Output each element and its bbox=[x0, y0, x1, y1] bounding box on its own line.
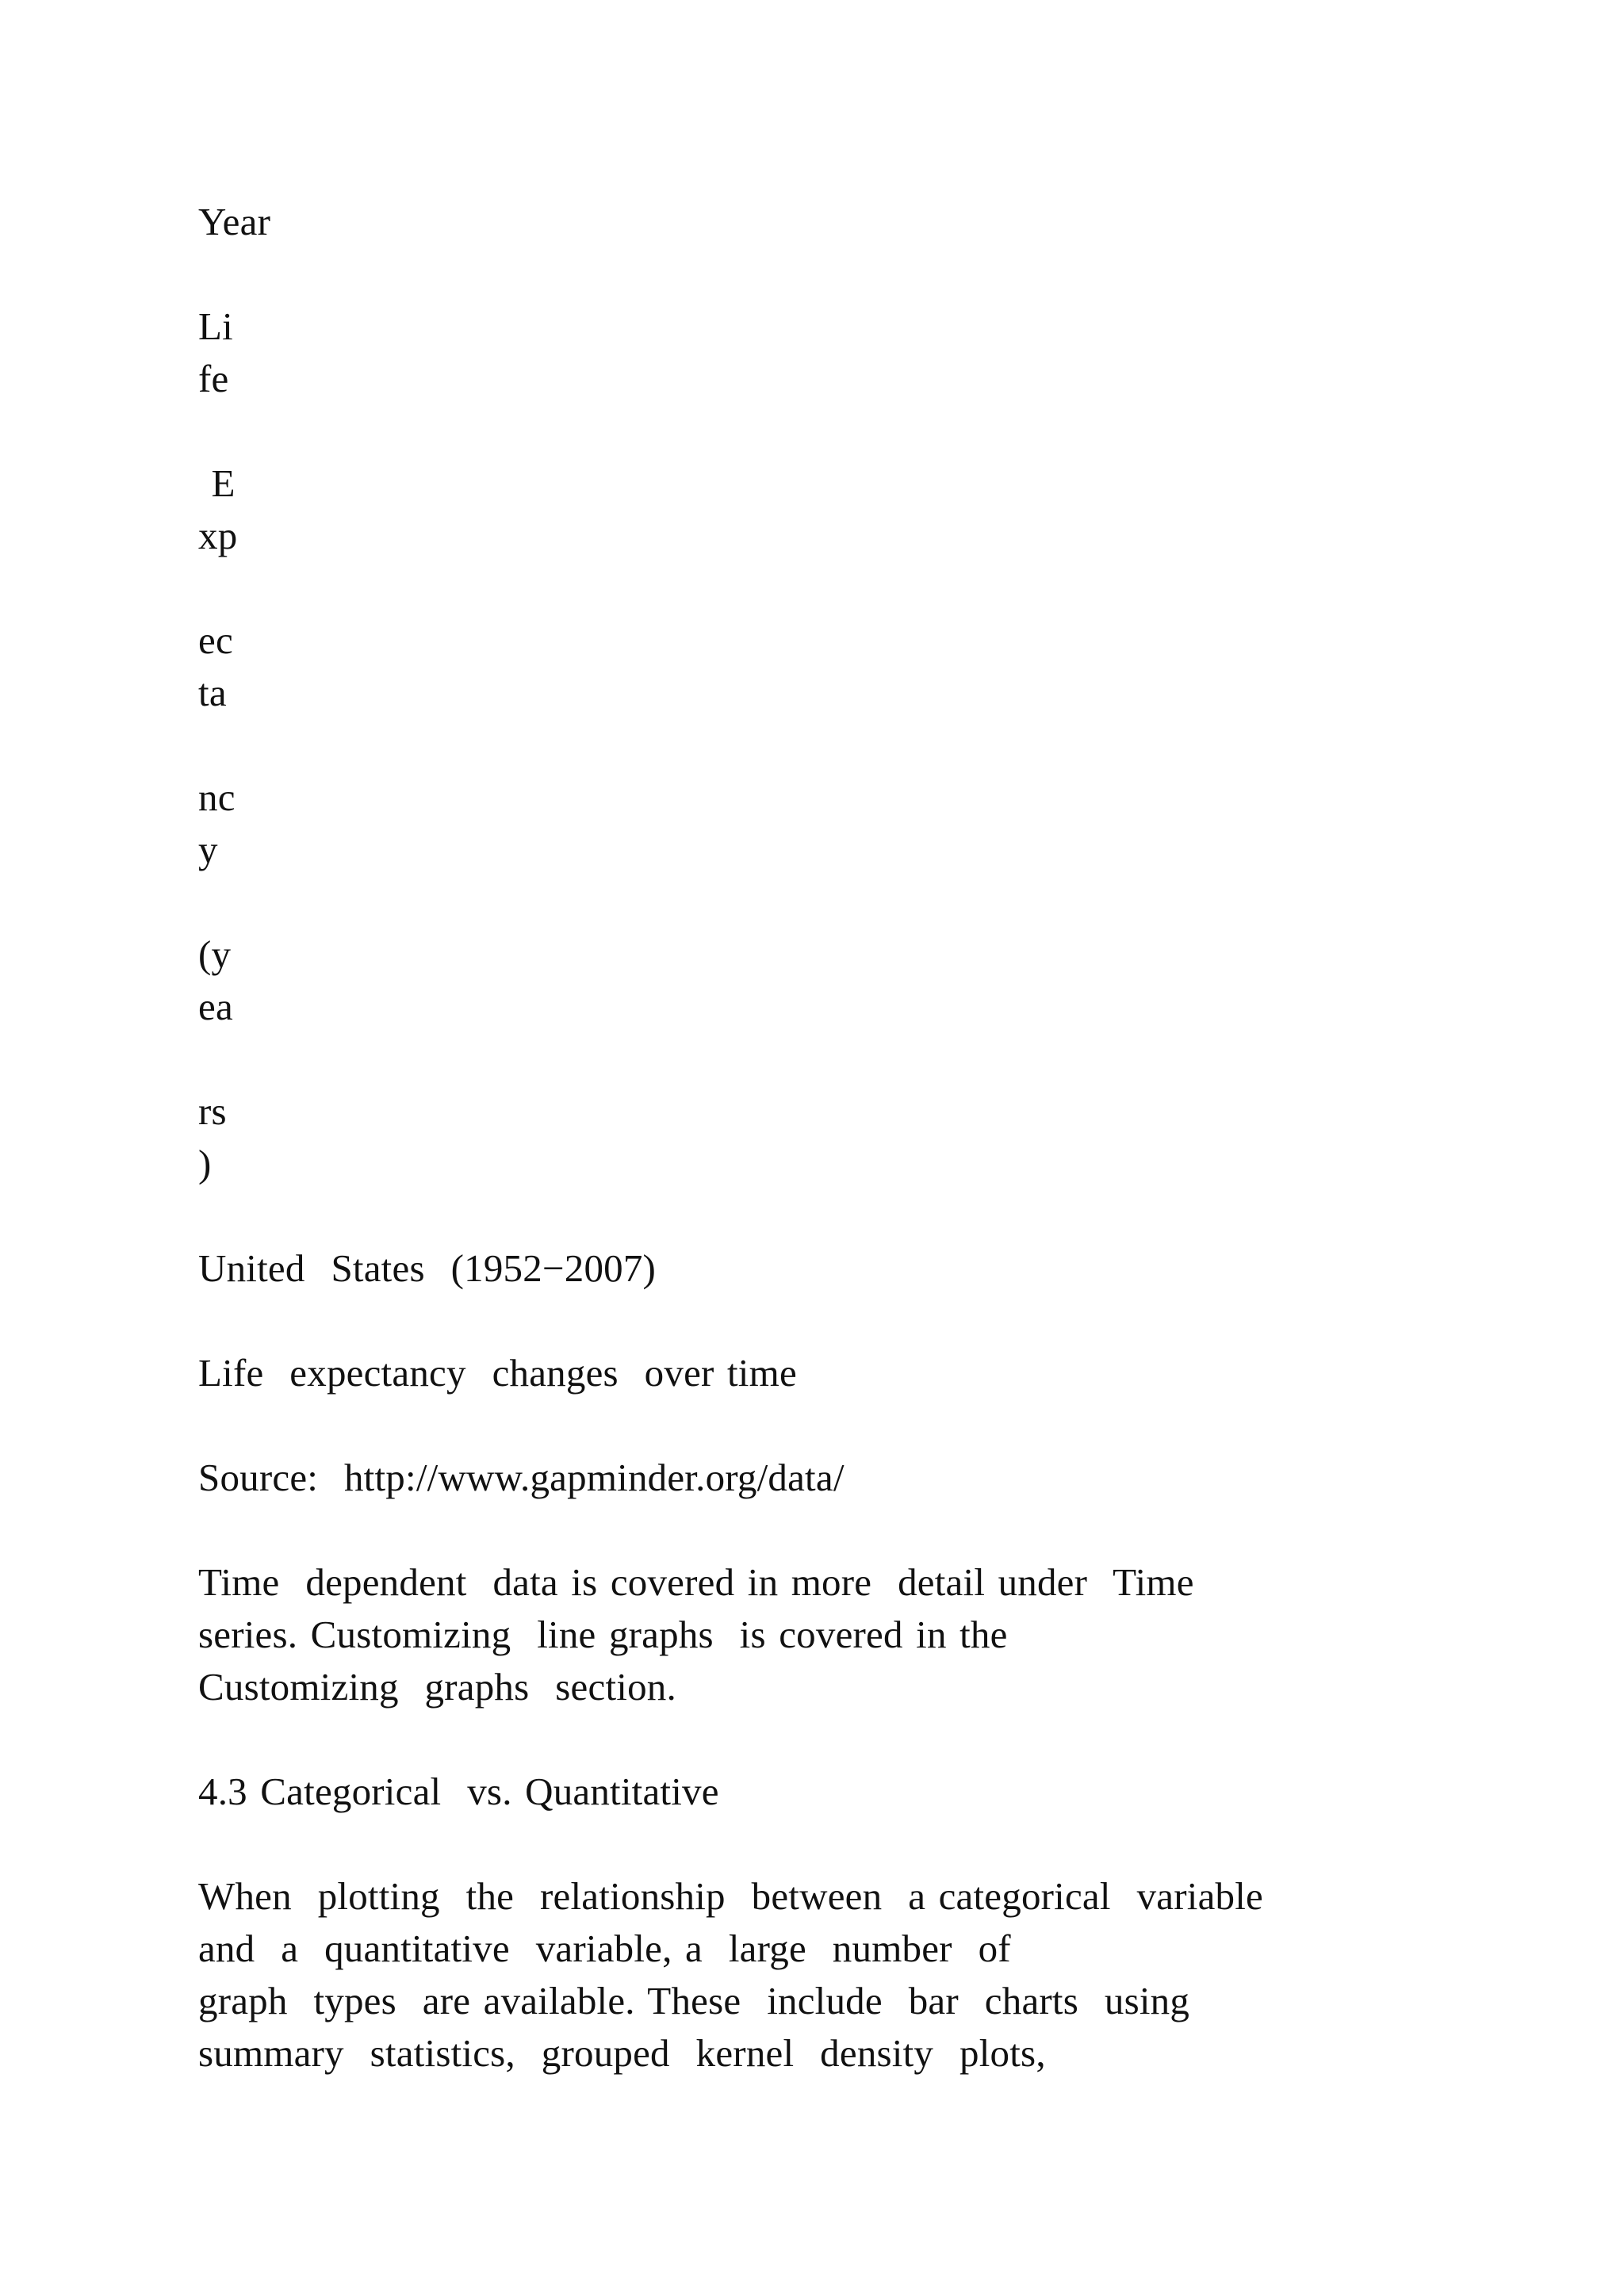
source-line: Source: http://www.gapminder.org/data/ bbox=[198, 1456, 845, 1499]
paragraph-line: summary statistics, grouped kernel density plots, bbox=[198, 2031, 1046, 2075]
paragraph-line: and a quantitative variable, a large number of bbox=[198, 1927, 1011, 1970]
axis-y-fragment: ea bbox=[198, 985, 233, 1028]
paragraph-line: Customizing graphs section. bbox=[198, 1665, 676, 1709]
paragraph-line: Time dependent data is covered in more detail under Time bbox=[198, 1560, 1194, 1604]
chart-title: Life expectancy changes over time bbox=[198, 1351, 797, 1395]
paragraph-line: When plotting the relationship between a categorical variable bbox=[198, 1874, 1263, 1918]
axis-y-fragment: y bbox=[198, 828, 218, 871]
section-heading: 4.3 Categorical vs. Quantitative bbox=[198, 1770, 719, 1813]
axis-y-fragment: xp bbox=[198, 514, 238, 557]
paragraph-line: series. Customizing line graphs is covered in the bbox=[198, 1613, 1008, 1656]
axis-x-label: Year bbox=[198, 200, 271, 243]
axis-y-fragment: Li bbox=[198, 304, 233, 348]
axis-y-fragment: (y bbox=[198, 932, 232, 976]
paragraph-line: graph types are available. These include bar charts using bbox=[198, 1979, 1190, 2022]
axis-y-fragment: fe bbox=[198, 357, 229, 400]
axis-y-fragment: ec bbox=[198, 618, 233, 662]
axis-y-fragment: E bbox=[198, 461, 236, 505]
axis-y-fragment: rs bbox=[198, 1089, 227, 1133]
chart-subtitle: United States (1952−2007) bbox=[198, 1246, 657, 1290]
axis-y-fragment: nc bbox=[198, 775, 236, 819]
axis-y-fragment: ta bbox=[198, 671, 227, 714]
axis-y-fragment: ) bbox=[198, 1142, 212, 1185]
